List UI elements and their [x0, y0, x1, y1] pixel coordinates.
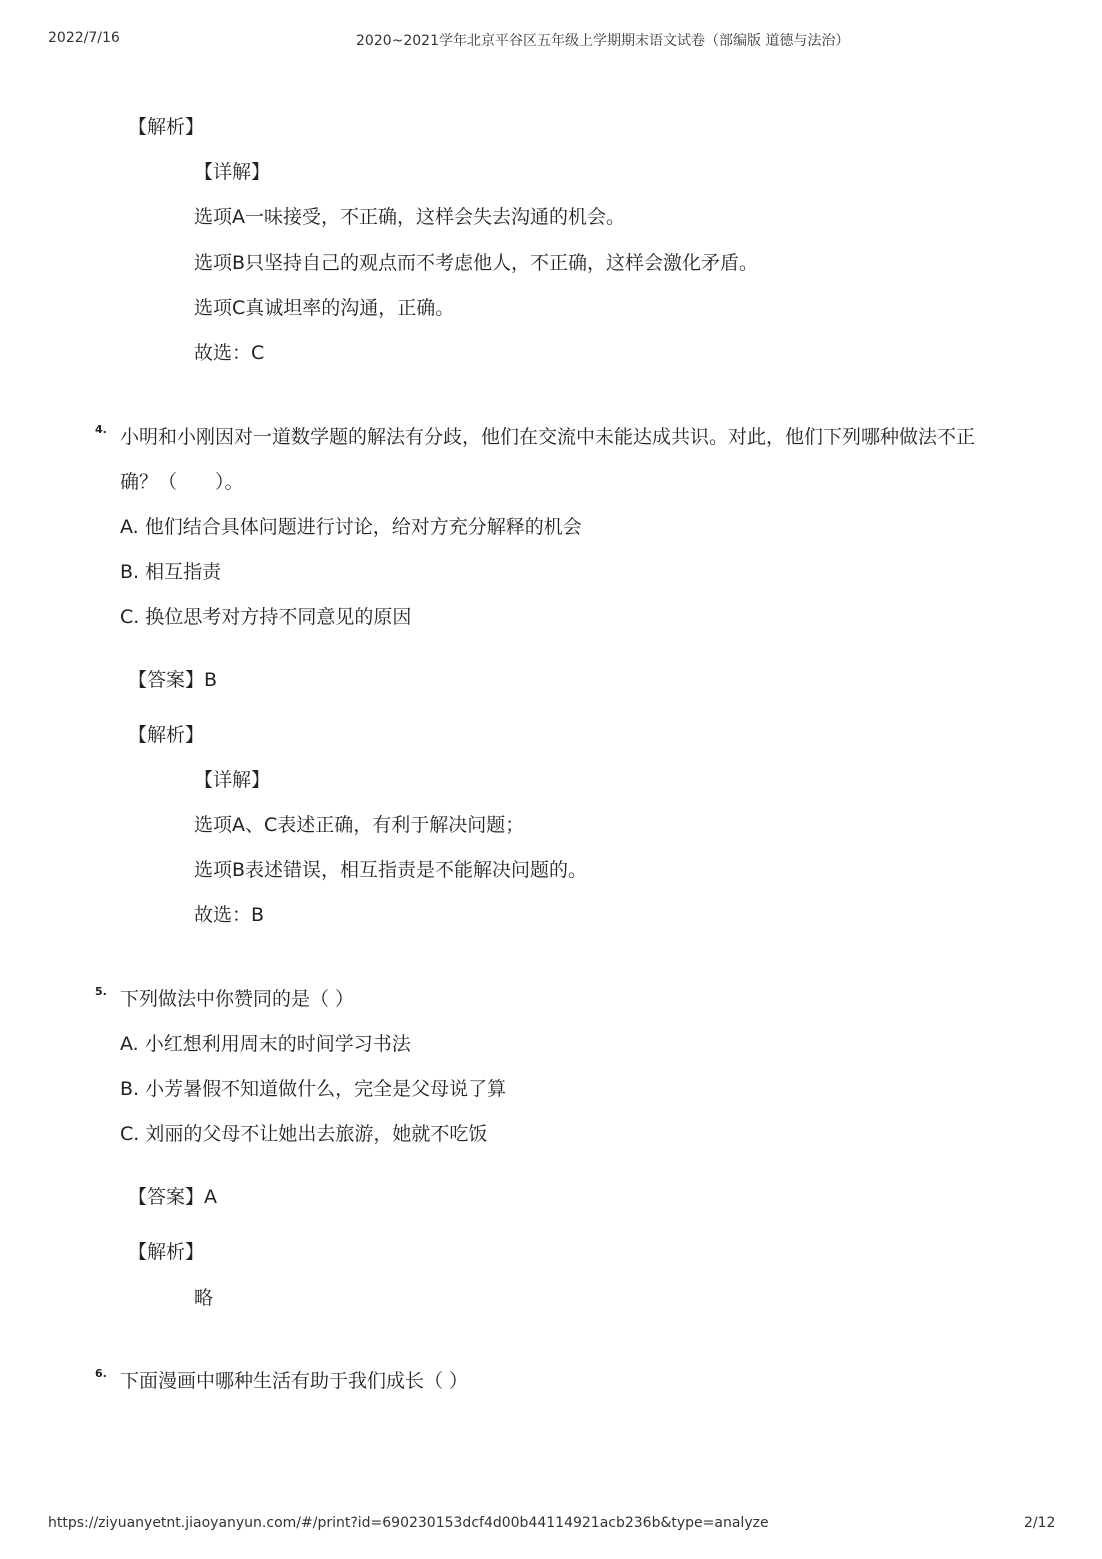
header-title: 2020~2021学年北京平谷区五年级上学期期末语文试卷（部编版 道德与法治） — [356, 33, 850, 49]
detail-line: 选项A、C表述正确，有利于解决问题； — [194, 814, 525, 836]
detail-line: 选项B只坚持自己的观点而不考虑他人，不正确，这样会激化矛盾。 — [194, 252, 759, 274]
detail-label: 【详解】 — [194, 161, 271, 183]
answer-value: A — [204, 1186, 218, 1208]
question-number: 4. — [95, 423, 107, 436]
option-c: C. 刘丽的父母不让她出去旅游，她就不吃饭 — [120, 1123, 488, 1145]
detail-line: 选项A一味接受，不正确，这样会失去沟通的机会。 — [194, 206, 625, 228]
detail-line: 选项B表述错误，相互指责是不能解决问题的。 — [194, 859, 588, 881]
header-date: 2022/7/16 — [48, 30, 120, 46]
question-number: 6. — [95, 1367, 107, 1380]
footer-page-number: 2/12 — [1024, 1515, 1056, 1531]
analysis-text: 略 — [194, 1287, 214, 1309]
option-a: A. 他们结合具体问题进行讨论，给对方充分解释的机会 — [120, 516, 582, 538]
question-stem: 确？（ ）。 — [120, 471, 244, 493]
detail-line: 选项C真诚坦率的沟通，正确。 — [194, 297, 455, 319]
question-stem: 小明和小刚因对一道数学题的解法有分歧，他们在交流中未能达成共识。对此，他们下列哪种做法不正 — [120, 426, 976, 448]
question-number: 5. — [95, 985, 107, 998]
option-c: C. 换位思考对方持不同意见的原因 — [120, 606, 412, 628]
question-stem: 下列做法中你赞同的是（ ） — [120, 988, 355, 1010]
answer — [128, 667, 217, 693]
answer-value: B — [204, 669, 218, 691]
option-a: A. 小红想利用周末的时间学习书法 — [120, 1033, 411, 1055]
option-b: B. 小芳暑假不知道做什么，完全是父母说了算 — [120, 1078, 507, 1100]
answer-label: 【答案】 — [128, 669, 205, 691]
detail-label: 【详解】 — [194, 769, 271, 791]
answer — [128, 1184, 217, 1210]
detail-line: 故选：C — [194, 342, 265, 364]
answer-label: 【答案】 — [128, 1186, 205, 1208]
detail-line: 故选：B — [194, 904, 265, 926]
analysis-label: 【解析】 — [128, 116, 205, 138]
option-b: B. 相互指责 — [120, 561, 222, 583]
footer-url: https://ziyuanyetnt.jiaoyanyun.com/#/print?id=690230153dcf4d00b44114921acb236b&type=analyze — [48, 1515, 769, 1531]
analysis-label: 【解析】 — [128, 1241, 205, 1263]
analysis-label: 【解析】 — [128, 724, 205, 746]
question-stem: 下面漫画中哪种生活有助于我们成长（ ） — [120, 1370, 469, 1392]
